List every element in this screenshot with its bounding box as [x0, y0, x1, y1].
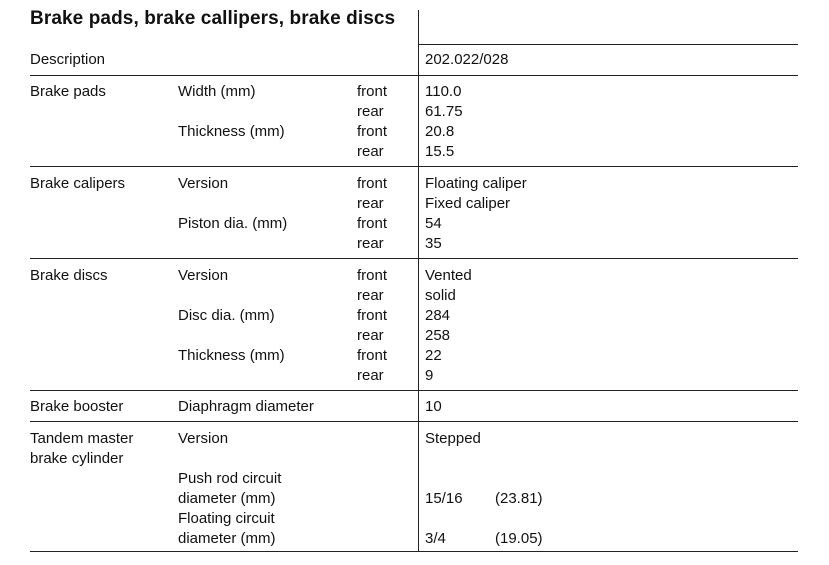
section-label: Brake calipers — [30, 175, 126, 192]
value-mm: (23.81) — [495, 490, 543, 507]
param-label-line1: Floating circuit — [178, 510, 275, 527]
rule-after-booster — [30, 421, 798, 422]
value: Stepped — [425, 430, 481, 447]
position-label: rear — [357, 103, 384, 120]
value: 15/16 — [425, 490, 463, 507]
param-label-line2: diameter (mm) — [178, 490, 276, 507]
rule-after-pads — [30, 166, 798, 167]
value: Floating caliper — [425, 175, 527, 192]
rule-header-bottom — [30, 75, 798, 76]
param-label: Diaphragm diameter — [178, 398, 314, 415]
value: 61.75 — [425, 103, 463, 120]
rule-bottom — [30, 551, 798, 552]
param-label: Disc dia. (mm) — [178, 307, 275, 324]
position-label: front — [357, 307, 388, 324]
value: 54 — [425, 215, 442, 232]
rule-after-calipers — [30, 258, 798, 259]
value: 284 — [425, 307, 451, 324]
param-label: Version — [178, 430, 229, 447]
position-label: rear — [357, 287, 384, 304]
param-label-line1: Push rod circuit — [178, 470, 282, 487]
value: 35 — [425, 235, 442, 252]
position-label: front — [357, 83, 388, 100]
param-label: Piston dia. (mm) — [178, 215, 288, 232]
param-label-line2: diameter (mm) — [178, 530, 276, 547]
section-label: Brake pads — [30, 83, 106, 100]
position-label: rear — [357, 195, 384, 212]
rule-after-discs — [30, 390, 798, 391]
position-label: rear — [357, 327, 384, 344]
position-label: front — [357, 175, 388, 192]
rule-top — [418, 44, 798, 45]
value: 3/4 — [425, 530, 446, 547]
value: 22 — [425, 347, 442, 364]
value: 10 — [425, 398, 442, 415]
position-label: rear — [357, 235, 384, 252]
header-description: Description — [30, 51, 106, 68]
param-label: Width (mm) — [178, 83, 256, 100]
section-label: Brake discs — [30, 267, 108, 284]
section-label-line1: Tandem master — [30, 430, 134, 447]
value: solid — [425, 287, 456, 304]
section-label-line2: brake cylinder — [30, 450, 124, 467]
param-label: Thickness (mm) — [178, 347, 285, 364]
position-label: front — [357, 267, 388, 284]
position-label: front — [357, 215, 388, 232]
value: Vented — [425, 267, 472, 284]
page-title: Brake pads, brake callipers, brake discs — [30, 8, 396, 29]
header-model: 202.022/028 — [425, 51, 509, 68]
param-label: Version — [178, 267, 229, 284]
position-label: front — [357, 347, 388, 364]
param-label: Thickness (mm) — [178, 123, 285, 140]
value: 20.8 — [425, 123, 455, 140]
value: 110.0 — [425, 83, 462, 100]
value: 258 — [425, 327, 451, 344]
value-mm: (19.05) — [495, 530, 543, 547]
position-label: front — [357, 123, 388, 140]
param-label: Version — [178, 175, 229, 192]
position-label: rear — [357, 367, 384, 384]
value: 9 — [425, 367, 434, 384]
position-label: rear — [357, 143, 384, 160]
column-divider — [418, 10, 419, 551]
value: Fixed caliper — [425, 195, 511, 212]
section-label: Brake booster — [30, 398, 124, 415]
value: 15.5 — [425, 143, 455, 160]
